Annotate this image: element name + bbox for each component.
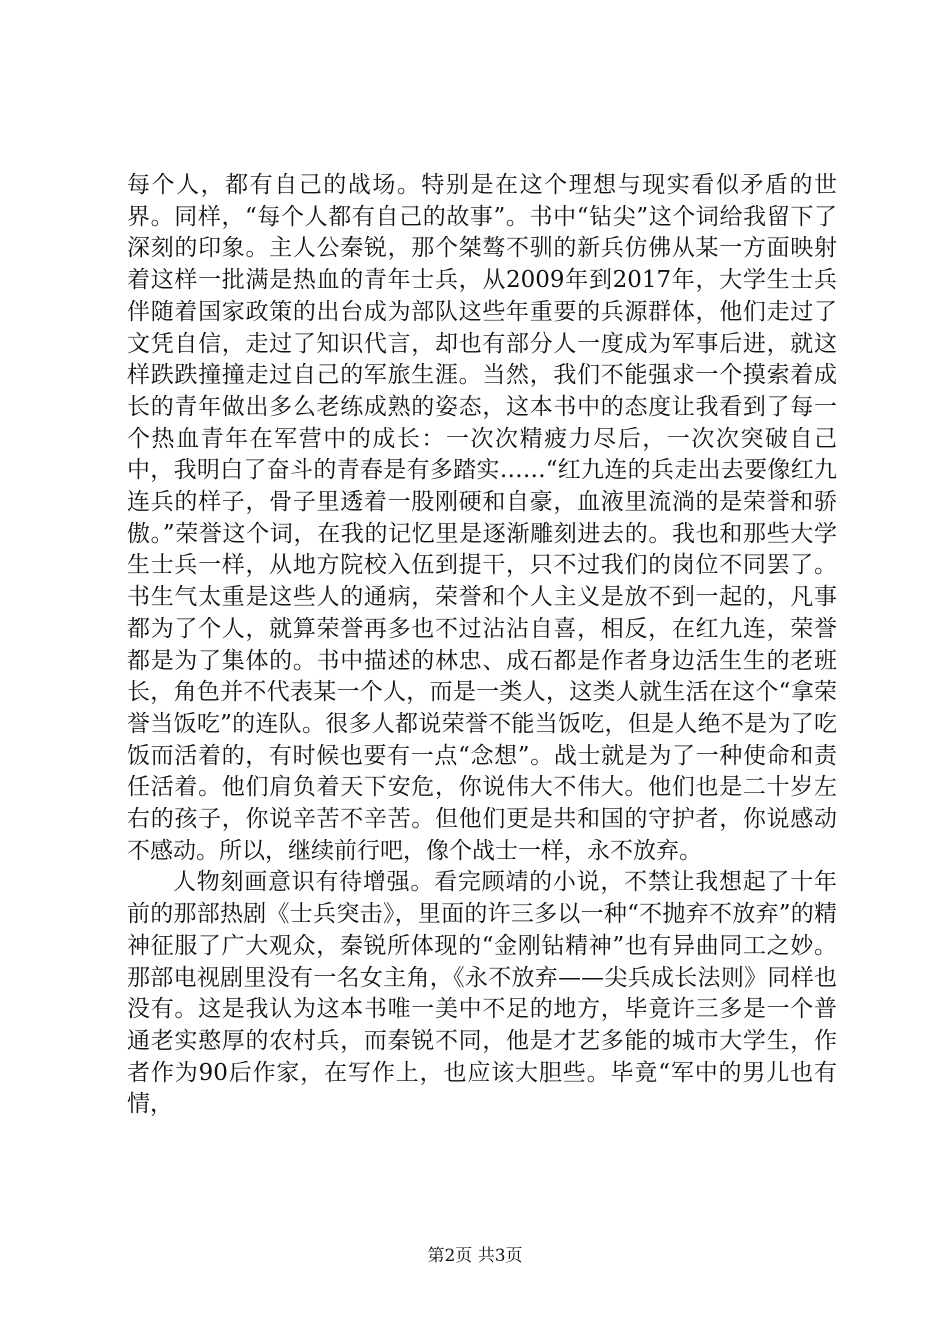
paragraph-1: 每个人，都有自己的战场。特别是在这个理想与现实看似矛盾的世界。同样，“每个人都有自己的故事”。书中“钻尖”这个词给我留下了深刻的印象。主人公秦锐，那个桀骜不驯的新兵仿佛从某一方面映射着这样一批满是热血的青年士兵，从2009年到2017年，大学生士兵伴随着国家政策的出台成为部队这些年重要的兵源群体，他们走过了文凭自信，走过了知识代言，却也有部分人一度成为军事后进，就这样跌跌撞撞走过自己的军旅生涯。当然，我们不能强求一个摸索着成长的青年做出多么老练成熟的姿态，这本书中的态度让我看到了每一个热血青年在军营中的成长：一次次精疲力尽后，一次次突破自己中，我明白了奋斗的青春是有多踏实……“红九连的兵走出去要像红九连兵的样子，骨子里透着一股刚硬和自豪，血液里流淌的是荣誉和骄傲。”荣誉这个词，在我的记忆里是逐渐雕刻进去的。我也和那些大学生士兵一样，从地方院校入伍到提干，只不过我们的岗位不同罢了。书生气太重是这些人的通病，荣誉和个人主义是放不到一起的，凡事都为了个人，就算荣誉再多也不过沾沾自喜，相反，在红九连，荣誉都是为了集体的。书中描述的林忠、成石都是作者身边活生生的老班长，角色并不代表某一个人，而是一类人，这类人就生活在这个“拿荣誉当饭吃”的连队。很多人都说荣誉不能当饭吃，但是人绝不是为了吃饭而活着的，有时候也要有一点“念想”。战士就是为了一种使命和责任活着。他们肩负着天下安危，你说伟大不伟大。他们也是二十岁左右的孩子，你说辛苦不辛苦。但他们更是共和国的守护者，你说感动不感动。所以，继续前行吧，像个战士一样，永不放弃。: [127, 172, 837, 864]
page-number-footer: 第2页 共3页: [427, 1246, 523, 1266]
body-text: [127, 170, 837, 1121]
paragraph-2: 人物刻画意识有待增强。看完顾靖的小说，不禁让我想起了十年前的那部热剧《士兵突击》，里面的许三多以一种“不抛弃不放弃”的精神征服了广大观众，秦锐所体现的“金刚钻精神”也有异曲同工之妙。那部电视剧里没有一名女主角，《永不放弃——尖兵成长法则》同样也没有。这是我认为这本书唯一美中不足的地方，毕竟许三多是一个普通老实憨厚的农村兵，而秦锐不同，他是才艺多能的城市大学生，作者作为90后作家，在写作上，也应该大胆些。毕竟“军中的男儿也有情，: [127, 869, 837, 1118]
